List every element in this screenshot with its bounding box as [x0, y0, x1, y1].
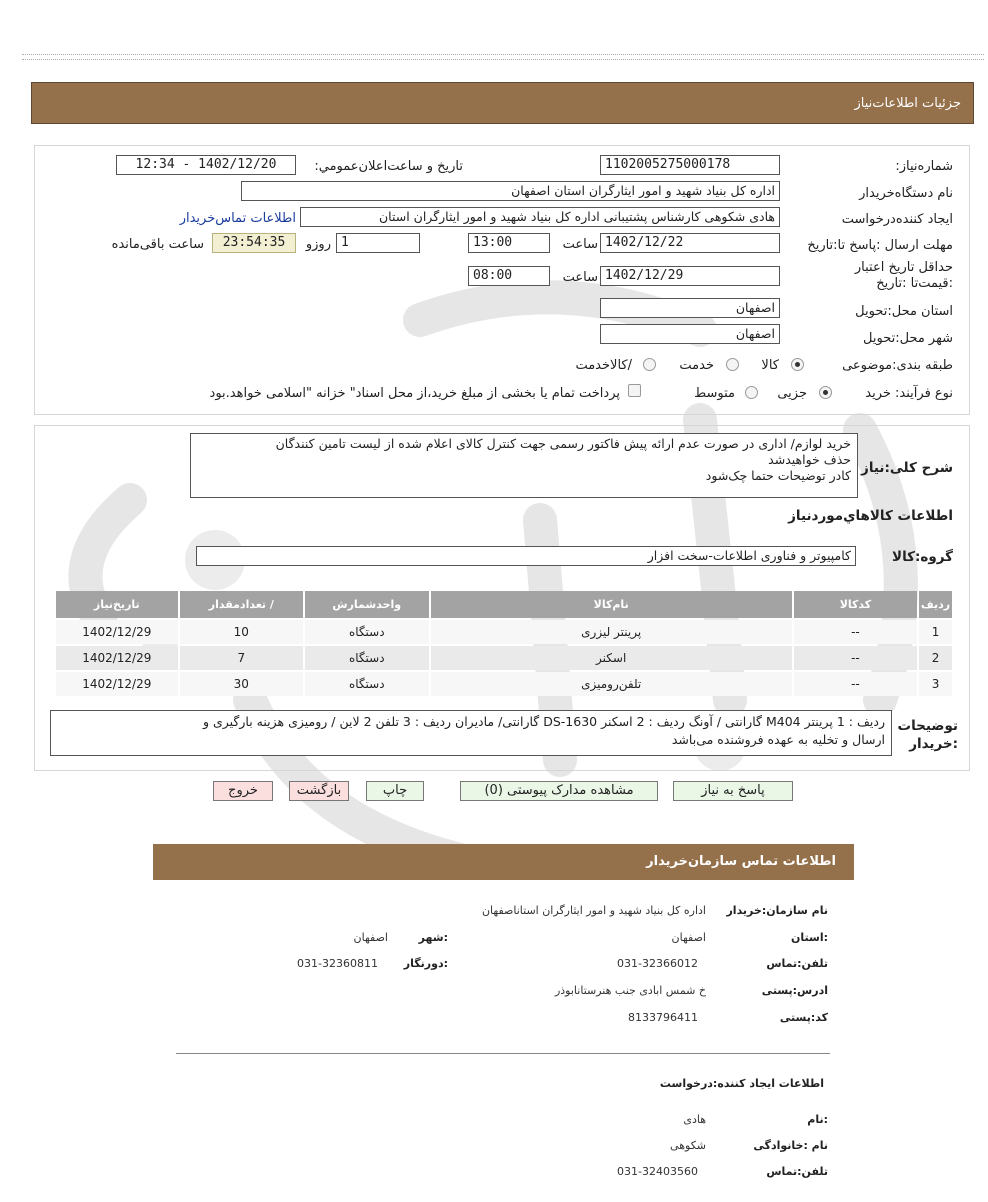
col-quantity: / تعدادمقدار: [180, 591, 303, 618]
category-goods-service-label: /کالاخدمت: [575, 358, 632, 373]
announce-label: تاریخ و ساعت‌اعلان‌عمومي:: [314, 159, 463, 174]
deadline-time-field[interactable]: 13:00: [468, 233, 550, 253]
cell-name: اسکنر: [431, 646, 792, 670]
announce-field[interactable]: 1402/12/20 - 12:34: [116, 155, 296, 175]
goods-table: [54, 589, 954, 698]
cell-row: 3: [919, 672, 952, 696]
exit-button[interactable]: خروج: [213, 781, 273, 801]
creator-phone-label: تلفن:تماس: [766, 1165, 828, 1178]
category-goods-service-radio[interactable]: [643, 358, 656, 371]
page-header-title: جزئیات اطلاعات‌نیاز: [854, 96, 961, 111]
summary-line-3: کادر توضیحات حتما چک‌شود: [705, 468, 851, 483]
deadline-label: مهلت ارسال :پاسخ تا:تاریخ: [807, 238, 953, 253]
validity-time-label: ساعت: [562, 270, 598, 285]
creator-info-title: اطلاعات ایجاد کننده:درخواست: [659, 1077, 824, 1090]
contact-postal-value: 8133796411: [628, 1011, 698, 1024]
view-attachments-button[interactable]: مشاهده مدارک پیوستی (0): [460, 781, 658, 801]
cell-code: --: [794, 646, 917, 670]
top-divider: [22, 54, 984, 60]
table-row[interactable]: [56, 646, 952, 670]
contact-address-value: خ شمس ابادی جنب هنرستانابوذر: [554, 984, 706, 997]
summary-label: شرح کلی:نیاز: [861, 460, 953, 476]
contact-city-value: اصفهان: [353, 931, 388, 944]
cell-unit: دستگاه: [305, 672, 429, 696]
days-field[interactable]: 1: [336, 233, 420, 253]
contact-province-value: اصفهان: [671, 931, 706, 944]
summary-line-2: حذف خواهید‌شد: [768, 452, 851, 467]
org-name-value: اداره کل بنیاد شهید و امور ایثارگران استاناصفهان: [481, 904, 706, 917]
cell-quantity: 10: [180, 620, 303, 644]
cell-date: 1402/12/29: [56, 672, 178, 696]
buyer-org-field[interactable]: اداره کل بنیاد شهید و امور ایثارگران استان اصفهان: [241, 181, 780, 201]
cell-name: تلفن‌رومیزی: [431, 672, 792, 696]
category-service-radio[interactable]: [726, 358, 739, 371]
creator-first-name-value: هادی: [683, 1113, 706, 1126]
cell-name: پرینتر لیزری: [431, 620, 792, 644]
back-button[interactable]: بازگشت: [289, 781, 349, 801]
col-row: ردیف: [919, 591, 952, 618]
goods-table-header: [56, 591, 952, 618]
cell-quantity: 7: [180, 646, 303, 670]
remaining-timer: 23:54:35: [212, 233, 296, 253]
cell-code: --: [794, 620, 917, 644]
buyer-org-label: نام دستگاه‌خریدار: [859, 186, 953, 201]
category-goods-radio[interactable]: [791, 358, 804, 371]
cell-unit: دستگاه: [305, 620, 429, 644]
buyer-contact-title: اطلاعات تماس سازمان‌خریدار: [646, 854, 836, 869]
process-minor-radio[interactable]: [819, 386, 832, 399]
table-row[interactable]: [56, 620, 952, 644]
days-label: روزو: [305, 237, 331, 252]
validity-time-field[interactable]: 08:00: [468, 266, 550, 286]
deadline-date-field[interactable]: 1402/12/22: [600, 233, 780, 253]
creator-first-name-label: :نام: [807, 1113, 828, 1126]
summary-line-1: خرید لوازم/ اداری در صورت عدم ارائه پیش فاکتور رسمی جهت کنترل کالای اعلام شده از لیست تامین کنندگان: [275, 436, 851, 451]
category-label: طبقه بندی:موضوعی: [842, 358, 953, 373]
process-label: نوع فرآیند: خرید: [865, 386, 953, 401]
need-number-label: شماره‌نیاز:: [895, 159, 953, 174]
col-name: نام‌کالا: [431, 591, 792, 618]
cell-row: 1: [919, 620, 952, 644]
province-label: استان محل:تحویل: [855, 304, 953, 319]
process-medium-label: متوسط: [694, 386, 735, 401]
org-name-label: نام سازمان:خریدار: [726, 904, 828, 917]
process-medium-radio[interactable]: [745, 386, 758, 399]
table-row[interactable]: [56, 672, 952, 696]
buyer-notes-line-2: ارسال و تخلیه به عهده فروشنده می‌باشد: [671, 732, 885, 747]
city-field[interactable]: اصفهان: [600, 324, 780, 344]
contact-phone-value: 031-32366012: [617, 957, 698, 970]
creator-phone-value: 031-32403560: [617, 1165, 698, 1178]
cell-code: --: [794, 672, 917, 696]
cell-date: 1402/12/29: [56, 620, 178, 644]
process-minor-label: جزیی: [777, 386, 807, 401]
cell-date: 1402/12/29: [56, 646, 178, 670]
contact-postal-label: کد:پستی: [779, 1011, 828, 1024]
buyer-notes-line-1: ردیف : 1 پرینتر M404 گارانتی / آونگ ردیف : 2 اسکنر DS-1630 گارانتی/ مادیران ردیف : 3 تلفن 2 لاین / رومیزی هزینه بارگیری و: [202, 714, 885, 729]
city-label: شهر محل:تحویل: [863, 331, 953, 346]
summary-text-box: [190, 433, 858, 498]
print-button[interactable]: چاپ: [366, 781, 424, 801]
cell-row: 2: [919, 646, 952, 670]
page-header-bar: [31, 82, 974, 124]
category-goods-label: کالا: [761, 358, 779, 373]
contact-address-label: ادرس:پستی: [761, 984, 828, 997]
treasury-payment-checkbox[interactable]: [628, 384, 641, 397]
province-field[interactable]: اصفهان: [600, 298, 780, 318]
creator-last-name-value: شکوهی: [670, 1139, 706, 1152]
deadline-time-label: ساعت: [562, 237, 598, 252]
buyer-notes-label-2: :خریدار: [909, 736, 958, 752]
buyer-notes-label-1: توضیحات: [897, 718, 958, 734]
creator-label: ایجاد کننده‌درخواست: [841, 212, 953, 227]
buyer-notes-box: [50, 710, 892, 756]
remaining-label: ساعت باقی‌مانده: [111, 237, 204, 252]
buyer-contact-header: [153, 844, 854, 880]
category-service-label: خدمت: [679, 358, 714, 373]
creator-field[interactable]: هادی شکوهی کارشناس پشتیبانی اداره کل بنیاد شهید و امور ایثارگران استان: [300, 207, 780, 227]
contact-divider: [176, 1053, 830, 1054]
contact-phone-label: تلفن:تماس: [766, 957, 828, 970]
validity-label: حداقل تاریخ اعتبار :قیمت‌تا :تاریخ: [854, 260, 953, 291]
contact-province-label: :استان: [791, 931, 828, 944]
cell-quantity: 30: [180, 672, 303, 696]
col-code: کدکالا: [794, 591, 917, 618]
need-number-field[interactable]: 1102005275000178: [600, 155, 780, 175]
contact-city-label: :شهر: [418, 931, 448, 944]
cell-unit: دستگاه: [305, 646, 429, 670]
contact-fax-label: :دورنگار: [403, 957, 448, 970]
creator-last-name-label: نام :خانوادگی: [753, 1139, 828, 1152]
buyer-contact-link[interactable]: اطلاعات تماس‌خریدار: [179, 211, 296, 226]
validity-date-field[interactable]: 1402/12/29: [600, 266, 780, 286]
treasury-payment-note: پرداخت تمام یا بخشی از مبلغ خرید،از محل اسناد" خزانه "اسلامی خواهد.بود: [209, 386, 620, 401]
contact-fax-value: 031-32360811: [297, 957, 378, 970]
goods-group-label: گروه:کالا: [892, 549, 953, 565]
col-date: تاریخ‌نیاز: [56, 591, 178, 618]
goods-group-field[interactable]: کامپیوتر و فناوری اطلاعات-سخت افزار: [196, 546, 856, 566]
col-unit: واحدشمارش: [305, 591, 429, 618]
reply-button[interactable]: پاسخ به نیاز: [673, 781, 793, 801]
goods-info-heading: اطلاعات کالاهاي‌موردنیاز: [788, 508, 953, 524]
